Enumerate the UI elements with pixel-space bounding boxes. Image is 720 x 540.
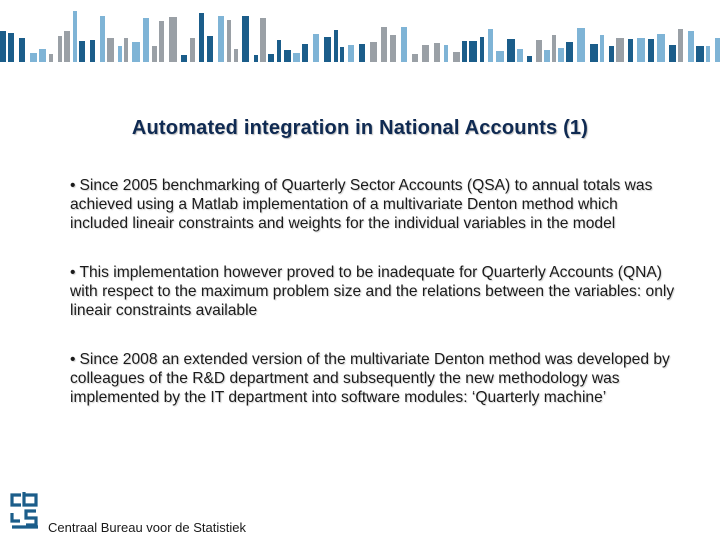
decorative-bar xyxy=(648,39,654,62)
decorative-bar xyxy=(227,20,231,62)
decorative-bar xyxy=(8,33,14,62)
decorative-bar xyxy=(0,31,6,62)
decorative-bar xyxy=(19,38,25,62)
decorative-bar xyxy=(496,51,504,62)
decorative-bar xyxy=(207,36,213,62)
decorative-bar xyxy=(669,45,676,62)
decorative-bar xyxy=(190,38,195,62)
decorative-bar xyxy=(566,42,573,62)
bullet-item xyxy=(70,263,680,320)
bullet-marker: • xyxy=(70,351,76,368)
decorative-bar xyxy=(132,42,140,62)
decorative-bar xyxy=(422,45,429,62)
bullet-text: Since 2005 benchmarking of Quarterly Sector Accounts (QSA) to annual totals was achieved using a Matlab implementation of a multivariate Denton method which included lineair constraints and weights for the individual variables in the model xyxy=(70,177,653,232)
decorative-bar xyxy=(254,55,258,62)
decorative-bar xyxy=(234,49,238,62)
decorative-bar xyxy=(390,35,396,62)
decorative-bar xyxy=(558,48,564,62)
decorative-bar xyxy=(152,46,157,62)
decorative-bar xyxy=(118,46,122,62)
decorative-bar xyxy=(536,40,542,62)
decorative-bar-strip xyxy=(0,0,720,66)
decorative-bar xyxy=(277,40,281,62)
decorative-bar xyxy=(260,18,266,62)
decorative-bar xyxy=(293,53,300,62)
decorative-bar xyxy=(143,18,149,62)
decorative-bar xyxy=(268,54,274,62)
decorative-bar xyxy=(30,53,37,62)
decorative-bar xyxy=(462,41,467,62)
decorative-bar xyxy=(628,39,633,62)
decorative-bar xyxy=(181,55,187,62)
decorative-bar xyxy=(370,42,377,62)
bullet-text: This implementation however proved to be inadequate for Quarterly Accounts (QNA) with respect to the maximum problem size and the relations between the variables: only lineair constraints available xyxy=(70,264,675,319)
decorative-bar xyxy=(453,52,460,62)
decorative-bar xyxy=(79,41,85,62)
decorative-bar xyxy=(412,54,418,62)
decorative-bar xyxy=(218,16,224,62)
decorative-bar xyxy=(169,17,177,62)
bullet-item xyxy=(70,176,680,233)
bullet-marker: • xyxy=(70,264,76,281)
decorative-bar xyxy=(715,38,720,62)
decorative-bar xyxy=(517,49,523,62)
slide-title: Automated integration in National Accounts (1) xyxy=(131,117,589,139)
decorative-bar xyxy=(359,44,365,62)
decorative-bar xyxy=(696,46,704,62)
decorative-bar xyxy=(552,35,556,62)
decorative-bar xyxy=(600,35,604,62)
decorative-bar xyxy=(242,16,249,62)
decorative-bar xyxy=(527,56,532,62)
decorative-bar xyxy=(706,46,710,62)
decorative-bar xyxy=(302,44,308,62)
decorative-bar xyxy=(90,40,95,62)
cbs-logo-icon xyxy=(8,491,42,535)
decorative-bar xyxy=(64,31,70,62)
decorative-bar xyxy=(616,38,624,62)
decorative-bar xyxy=(324,37,331,62)
decorative-bar xyxy=(348,45,354,62)
decorative-bar xyxy=(507,39,515,62)
decorative-bar xyxy=(334,30,338,62)
decorative-bar xyxy=(577,28,585,62)
bullet-list xyxy=(70,176,680,437)
decorative-bar xyxy=(58,36,62,62)
decorative-bar xyxy=(313,34,319,62)
decorative-bar xyxy=(49,54,53,62)
organization-name: Centraal Bureau voor de Statistiek xyxy=(48,520,246,535)
bullet-item xyxy=(70,350,680,407)
decorative-bar xyxy=(401,27,407,62)
bullet-marker: • xyxy=(70,177,76,194)
decorative-bar xyxy=(284,50,291,62)
decorative-bar xyxy=(678,29,683,62)
decorative-bar xyxy=(73,11,77,62)
bullet-text: Since 2008 an extended version of the multivariate Denton method was developed by colleagues of the R&D department and subsequently the new methodology was implemented by the IT department into software modules: ‘Quarterly machine’ xyxy=(70,351,670,406)
decorative-bar xyxy=(444,45,448,62)
decorative-bar xyxy=(100,16,105,62)
decorative-bar xyxy=(39,49,46,62)
decorative-bar xyxy=(340,47,344,62)
decorative-bar xyxy=(434,43,440,62)
decorative-bar xyxy=(609,46,614,62)
decorative-bar xyxy=(688,31,694,62)
decorative-bar xyxy=(544,50,550,62)
decorative-bar xyxy=(124,38,128,62)
decorative-bar xyxy=(159,21,164,62)
decorative-bar xyxy=(590,44,598,62)
decorative-bar xyxy=(381,27,387,62)
decorative-bar xyxy=(488,29,493,62)
decorative-bar xyxy=(469,41,477,62)
decorative-bar xyxy=(199,13,204,62)
decorative-bar xyxy=(637,38,645,62)
decorative-bar xyxy=(480,37,484,62)
decorative-bar xyxy=(657,34,665,62)
decorative-bar xyxy=(107,38,114,62)
